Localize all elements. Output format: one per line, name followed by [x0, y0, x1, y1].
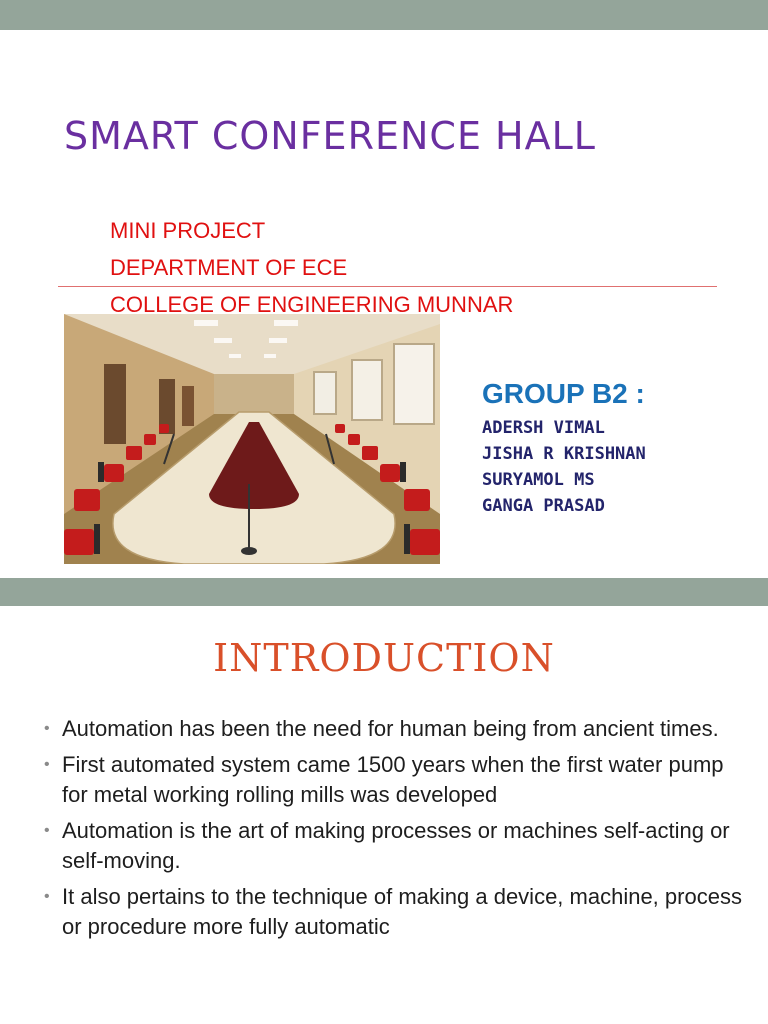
bullet-item	[44, 882, 744, 942]
introduction-slide	[0, 606, 768, 1024]
member-name: GANGA PRASAD	[482, 496, 605, 516]
bullet-icon: •	[44, 756, 50, 773]
subtitle-line: DEPARTMENT OF ECE	[110, 255, 348, 280]
member-name: SURYAMOL MS	[482, 470, 595, 490]
bullet-text: First automated system came 1500 years when the first water pump for metal working rolling mills was developed	[62, 752, 724, 807]
slide-header-band	[0, 0, 768, 30]
slide-title: INTRODUCTION	[213, 636, 555, 680]
member-name: ADERSH VIMAL	[482, 418, 605, 438]
bullet-icon: •	[44, 720, 50, 737]
bullet-text: Automation is the art of making processes or machines self-acting or self-moving.	[62, 818, 730, 873]
bullet-icon: •	[44, 822, 50, 839]
slide-divider-band	[0, 578, 768, 606]
subtitle-line: MINI PROJECT	[110, 218, 266, 243]
bullet-item	[44, 714, 744, 744]
bullet-list	[44, 714, 744, 948]
conference-room-photo	[64, 314, 440, 564]
bullet-text: It also pertains to the technique of making a device, machine, process or procedure more fully automatic	[62, 884, 742, 939]
member-name: JISHA R KRISHNAN	[482, 444, 646, 464]
divider-line	[58, 286, 717, 287]
bullet-text: Automation has been the need for human being from ancient times.	[62, 716, 719, 741]
conference-room-illustration	[64, 314, 440, 564]
subtitle-line: COLLEGE OF ENGINEERING MUNNAR	[110, 292, 514, 317]
bullet-item	[44, 750, 744, 810]
slide-title: SMART CONFERENCE HALL	[64, 114, 596, 158]
bullet-icon: •	[44, 888, 50, 905]
bullet-item	[44, 816, 744, 876]
group-title: GROUP B2 :	[482, 378, 645, 409]
